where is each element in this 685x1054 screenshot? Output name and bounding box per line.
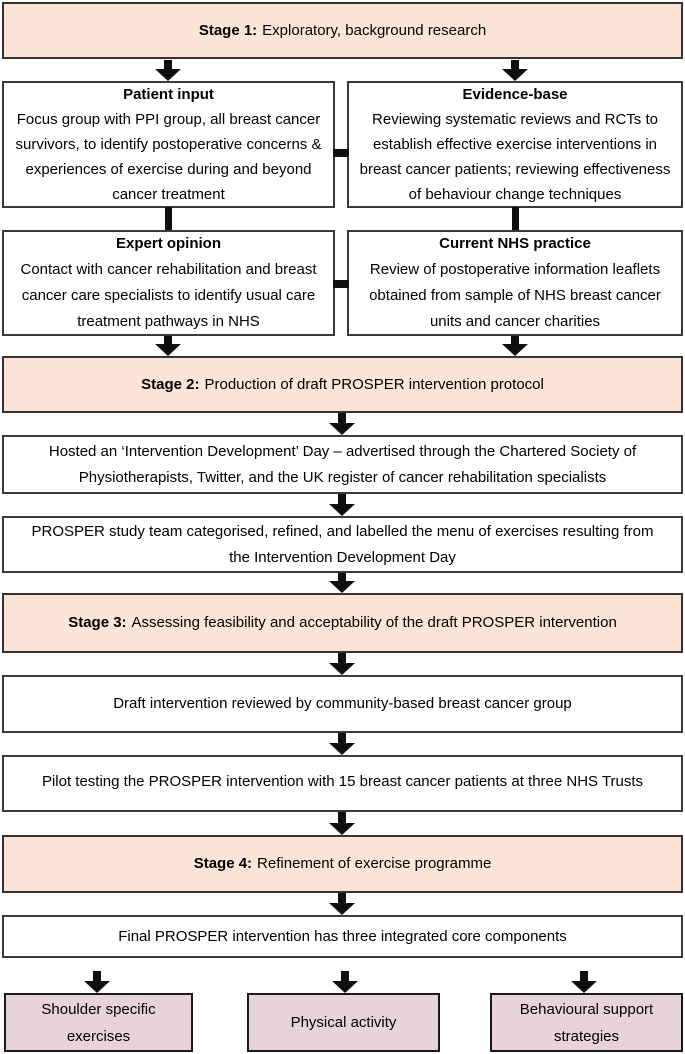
arrow-down-icon <box>329 573 355 593</box>
final-intervention-text: Final PROSPER intervention has three integrated core components <box>118 927 567 945</box>
stage3-banner <box>2 593 683 653</box>
component-label: Physical activity <box>290 1014 397 1031</box>
vertical-connector <box>512 207 519 231</box>
component-physical-activity <box>247 993 440 1052</box>
component-behavioural-support <box>490 993 683 1052</box>
expert-opinion-box <box>2 230 335 336</box>
arrow-down-icon <box>502 336 528 356</box>
arrow-down-icon <box>329 413 355 435</box>
stage3-text: Assessing feasibility and acceptability of the draft PROSPER intervention <box>131 614 617 631</box>
draft-review-box <box>2 675 683 733</box>
arrow-down-icon <box>329 494 355 516</box>
intervention-day-text: Hosted an ‘Intervention Development’ Day – advertised through the Chartered Society of Physiotherapists, Twitter, and the UK register of cancer rehabilitation specialists <box>48 442 637 486</box>
pilot-testing-text: Pilot testing the PROSPER intervention with 15 breast cancer patients at three NHS Trusts <box>41 773 644 790</box>
patient-input-title: Patient input <box>123 86 214 103</box>
expert-opinion-body: Contact with cancer rehabilitation and breast cancer care specialists to identify usual care treatment pathways in NHS <box>20 261 317 330</box>
categorise-exercises-box <box>2 516 683 573</box>
stage2-banner <box>2 356 683 413</box>
arrow-down-icon <box>502 60 528 81</box>
stage1-banner <box>2 2 683 59</box>
stage4-banner <box>2 835 683 893</box>
evidence-base-title: Evidence-base <box>462 86 568 103</box>
patient-input-body: Focus group with PPI group, all breast cancer survivors, to identify postoperative concerns & experiences of exercise during and beyond cancer treatment <box>15 111 322 203</box>
stage1-text: Exploratory, background research <box>262 21 487 39</box>
intervention-day-box <box>2 435 683 494</box>
component-label: Shoulder specific exercises <box>41 1000 156 1045</box>
current-nhs-practice-box <box>347 230 683 336</box>
arrow-down-icon <box>155 60 181 81</box>
arrow-down-icon <box>571 971 597 993</box>
evidence-base-box <box>347 81 683 208</box>
arrow-down-icon <box>155 336 181 356</box>
categorise-exercises-text: PROSPER study team categorised, refined, and labelled the menu of exercises resulting from the Intervention Development Day <box>31 522 654 566</box>
patient-input-box <box>2 81 335 208</box>
stage3-title <box>68 610 617 636</box>
expert-opinion-title: Expert opinion <box>116 235 221 252</box>
stage4-text: Refinement of exercise programme <box>257 855 492 872</box>
current-nhs-practice-title: Current NHS practice <box>439 235 591 252</box>
horizontal-connector <box>333 149 349 157</box>
arrow-down-icon <box>332 971 358 993</box>
evidence-base-body: Reviewing systematic reviews and RCTs to establish effective exercise interventions in breast cancer patients; reviewing effectiveness of behaviour change techniques <box>359 111 671 203</box>
component-label: Behavioural support strategies <box>519 1000 654 1045</box>
arrow-down-icon <box>329 812 355 835</box>
stage2-text: Production of draft PROSPER intervention protocol <box>204 375 544 393</box>
pilot-testing-box <box>2 755 683 812</box>
component-shoulder-exercises <box>4 993 193 1052</box>
current-nhs-practice-body: Review of postoperative information leaflets obtained from sample of NHS breast cancer units and cancer charities <box>369 261 661 330</box>
stage1-label: Stage 1: <box>198 21 258 39</box>
draft-review-text: Draft intervention reviewed by community-based breast cancer group <box>113 695 572 712</box>
arrow-down-icon <box>329 733 355 755</box>
stage1-title <box>199 18 486 44</box>
arrow-down-icon <box>329 653 355 675</box>
stage2-label: Stage 2: <box>141 375 200 393</box>
final-intervention-box <box>2 915 683 958</box>
arrow-down-icon <box>84 971 110 993</box>
stage3-label: Stage 3: <box>68 614 127 631</box>
vertical-connector <box>165 207 172 231</box>
stage2-title <box>141 372 544 398</box>
stage4-title <box>194 851 492 877</box>
arrow-down-icon <box>329 893 355 915</box>
stage4-label: Stage 4: <box>193 855 253 872</box>
horizontal-connector <box>333 280 349 288</box>
